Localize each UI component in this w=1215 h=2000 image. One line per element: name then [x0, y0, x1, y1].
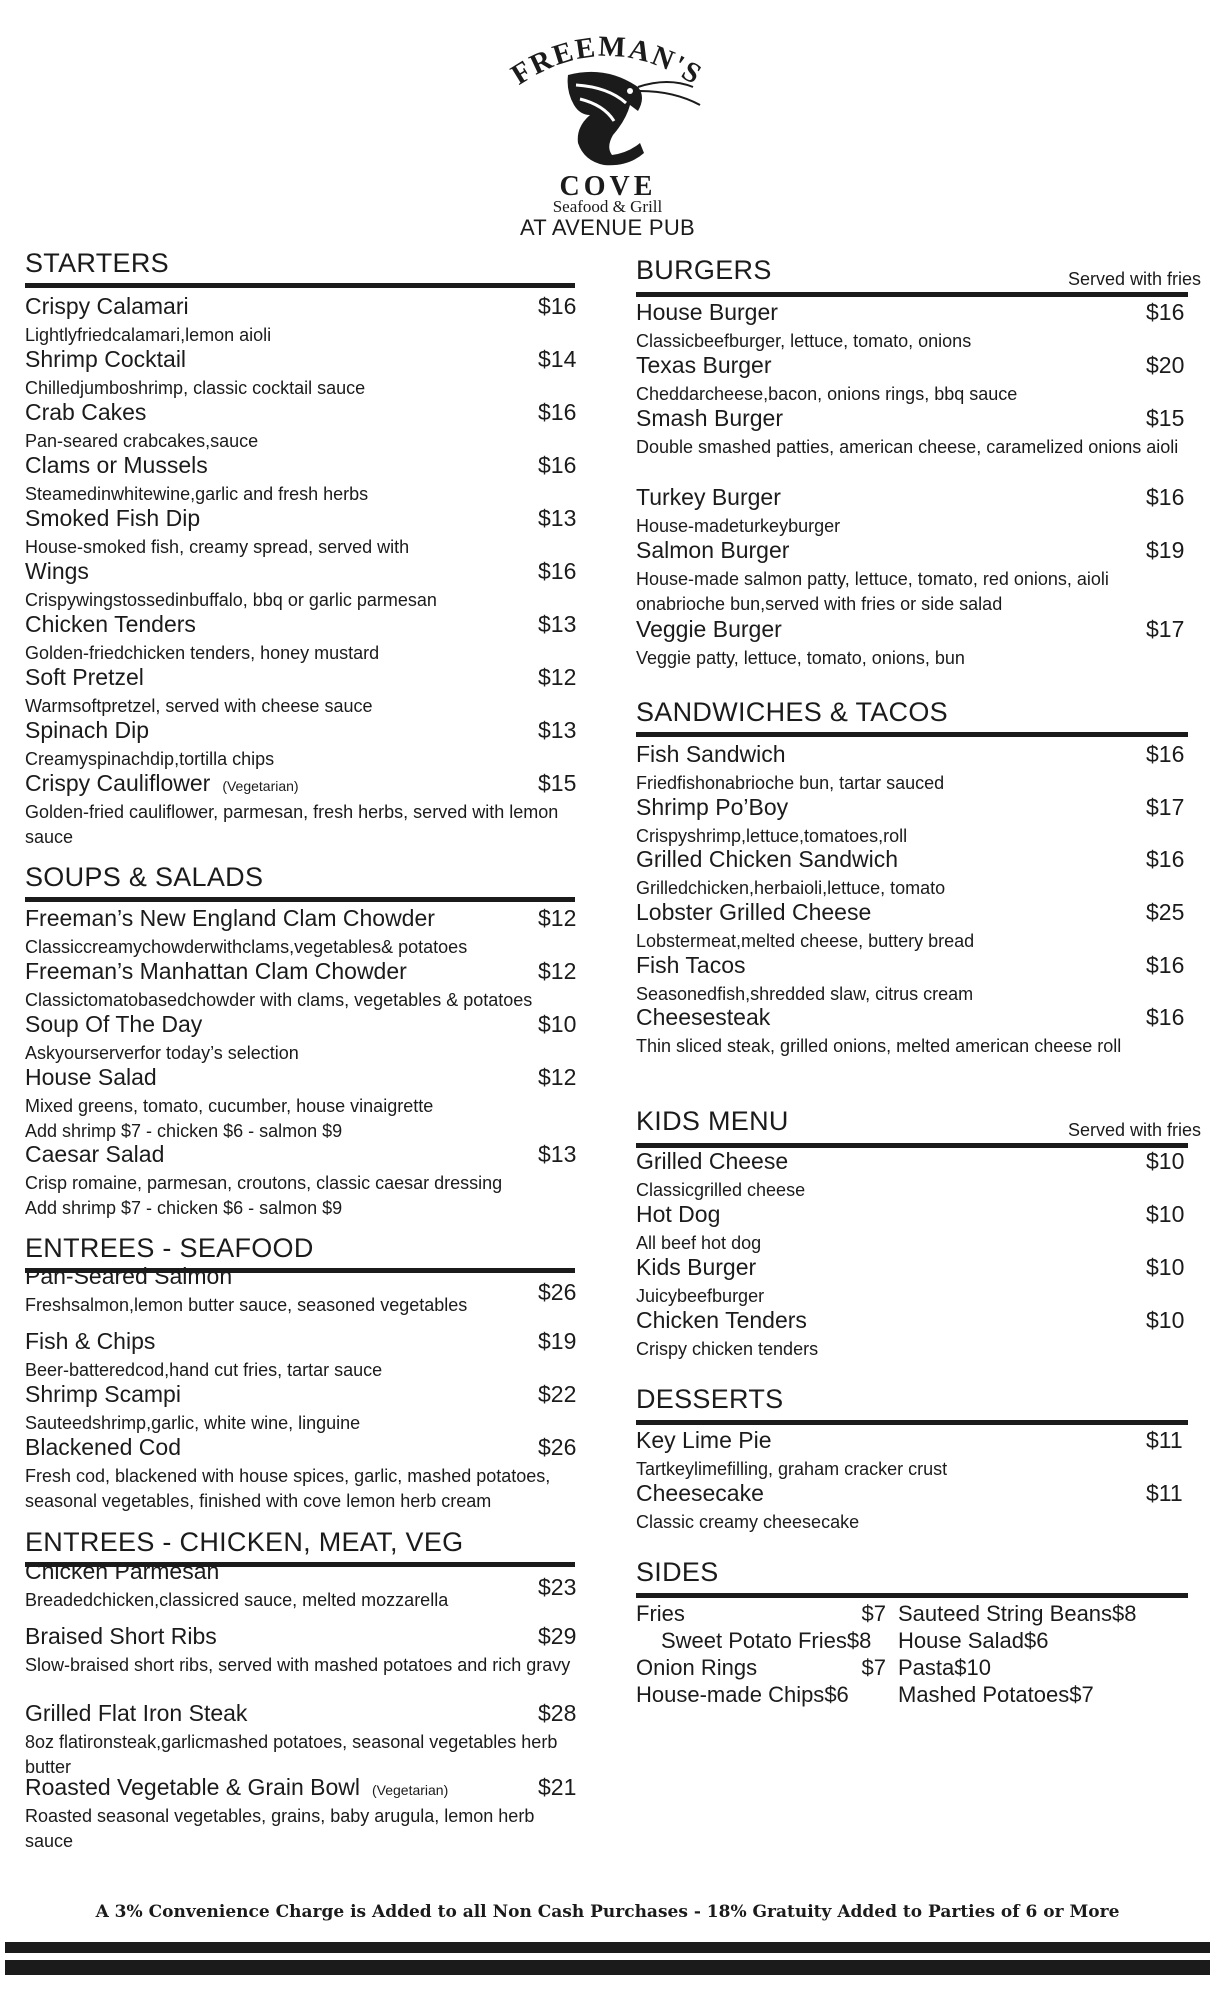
item-name-text: Crab Cakes [25, 399, 147, 425]
item-name-text: Hot Dog [636, 1201, 721, 1227]
side-item[interactable] [898, 1601, 1137, 1627]
item-description: Seasonedfish,shredded slaw, citrus cream [636, 984, 974, 1004]
item-name-text: Smash Burger [636, 405, 784, 431]
item-price: $16 [1146, 846, 1185, 872]
section-title: ENTREES - CHICKEN, MEAT, VEG [25, 1527, 464, 1557]
item-name [25, 1263, 575, 1290]
item-name-text: Smoked Fish Dip [25, 505, 201, 531]
side-price: $7 [1069, 1682, 1094, 1707]
menu-item[interactable] [25, 1381, 575, 1436]
item-name-text: Braised Short Ribs [25, 1623, 217, 1649]
section-title: SIDES [636, 1557, 719, 1587]
item-price: $10 [538, 1011, 577, 1037]
item-name-text: Shrimp Po’Boy [636, 794, 789, 820]
item-name [25, 1064, 575, 1091]
menu-item[interactable] [25, 1774, 575, 1854]
item-name [25, 505, 575, 532]
menu-item[interactable] [636, 1427, 1201, 1482]
item-name [636, 1480, 1201, 1507]
item-name-text: Shrimp Scampi [25, 1381, 181, 1407]
item-price: $16 [538, 293, 577, 319]
item-name-text: Veggie Burger [636, 616, 782, 642]
menu-item[interactable] [25, 958, 575, 1013]
item-description: Juicybeefburger [636, 1286, 765, 1306]
item-name [25, 1141, 575, 1168]
side-price: $6 [824, 1682, 849, 1707]
item-name-text: Soup Of The Day [25, 1011, 203, 1037]
item-name-text: Grilled Cheese [636, 1148, 789, 1174]
item-name-text: Spinach Dip [25, 717, 150, 743]
item-price: $12 [538, 958, 577, 984]
menu-item[interactable] [636, 1004, 1201, 1059]
item-name-text: Key Lime Pie [636, 1427, 772, 1453]
item-price: $12 [538, 905, 577, 931]
item-price: $16 [1146, 299, 1185, 325]
menu-item[interactable] [25, 1434, 575, 1514]
item-description: Warmsoftpretzel, served with cheese sauce [25, 696, 373, 716]
item-name [636, 1201, 1201, 1228]
item-name [636, 405, 1201, 432]
item-name-text: Roasted Vegetable & Grain Bowl [25, 1774, 360, 1800]
item-name-text: Cheesecake [636, 1480, 764, 1506]
item-name-text: Shrimp Cocktail [25, 346, 187, 372]
item-price: $11 [1146, 1480, 1183, 1506]
item-description: Steamedinwhitewine,garlic and fresh herbs [25, 484, 369, 504]
item-name [636, 741, 1201, 768]
item-name [636, 899, 1201, 926]
item-description: Sauteedshrimp,garlic, white wine, linguine [25, 1413, 361, 1433]
item-name [25, 399, 575, 426]
item-price: $16 [538, 452, 577, 478]
side-name: Sweet Potato Fries [661, 1628, 847, 1653]
menu-item[interactable] [636, 952, 1201, 1007]
menu-item[interactable] [636, 1254, 1201, 1309]
item-description: Golden-friedchicken tenders, honey mustard [25, 643, 380, 663]
item-name-text: Fish & Chips [25, 1328, 156, 1354]
item-name-text: House Salad [25, 1064, 157, 1090]
menu-item[interactable] [25, 717, 575, 772]
item-name-text: Lobster Grilled Cheese [636, 899, 872, 925]
item-description: Breadedchicken,classicred sauce, melted mozzarella [25, 1590, 449, 1610]
item-name-text: Chicken Tenders [636, 1307, 807, 1333]
side-name: Mashed Potatoes [898, 1682, 1070, 1707]
brand-top-text: FREEMAN'S [505, 30, 708, 92]
section-divider [636, 1420, 1188, 1425]
item-name [636, 537, 1201, 564]
item-price: $17 [1146, 616, 1185, 642]
menu-item[interactable] [25, 558, 575, 613]
section-title: SOUPS & SALADS [25, 862, 264, 892]
item-name-text: Texas Burger [636, 352, 772, 378]
item-price: $14 [538, 346, 577, 372]
restaurant-logo [0, 25, 1215, 235]
item-description: Grilledchicken,herbaioli,lettuce, tomato [636, 878, 946, 898]
item-name [636, 1004, 1201, 1031]
item-name-text: House Burger [636, 299, 778, 325]
item-name [636, 484, 1201, 511]
side-item[interactable] [636, 1655, 886, 1681]
shrimp-logo-icon [488, 25, 728, 205]
item-name [636, 1307, 1201, 1334]
item-description: Golden-fried cauliflower, parmesan, fresh herbs, served with lemon sauce [25, 802, 559, 847]
item-name [25, 770, 575, 797]
menu-item[interactable] [25, 399, 575, 454]
side-item[interactable] [898, 1655, 991, 1681]
menu-item[interactable] [636, 484, 1201, 539]
side-price: $7 [861, 1601, 886, 1626]
item-price: $29 [538, 1623, 577, 1649]
item-description: Double smashed patties, american cheese, caramelized onions aioli [636, 437, 1179, 457]
item-name [25, 1434, 575, 1461]
item-description: Classicgrilled cheese [636, 1180, 806, 1200]
item-description: Cheddarcheese,bacon, onions rings, bbq sauce [636, 384, 1018, 404]
item-name [25, 1381, 575, 1408]
item-description: Roasted seasonal vegetables, grains, baby arugula, lemon herb sauce [25, 1806, 535, 1851]
item-description: All beef hot dog [636, 1233, 762, 1253]
side-price: $8 [1112, 1601, 1137, 1626]
menu-item[interactable] [25, 1011, 575, 1066]
item-name [636, 299, 1201, 326]
menu-item[interactable] [25, 1064, 575, 1144]
item-price: $15 [1146, 405, 1185, 431]
item-tag: (Vegetarian) [222, 778, 299, 794]
brand-bottom-text: COVE [559, 171, 656, 202]
item-price: $12 [538, 664, 577, 690]
item-name [636, 1254, 1201, 1281]
item-name [25, 1623, 575, 1650]
item-name-text: Freeman’s New England Clam Chowder [25, 905, 435, 931]
item-name-text: Crispy Calamari [25, 293, 189, 319]
item-name [25, 452, 575, 479]
item-description: Fresh cod, blackened with house spices, garlic, mashed potatoes, seasonal vegetables, finished with cove lemon herb cream [25, 1466, 551, 1511]
side-item[interactable] [898, 1628, 1048, 1654]
menu-item[interactable] [636, 846, 1201, 901]
menu-item[interactable] [636, 299, 1201, 354]
item-description: Crisp romaine, parmesan, croutons, classic caesar dressing [25, 1173, 503, 1193]
item-name [25, 1774, 575, 1801]
item-name [636, 1427, 1201, 1454]
item-tag: (Vegetarian) [371, 1782, 449, 1798]
item-price: $10 [1146, 1307, 1185, 1333]
item-name-text: Soft Pretzel [25, 664, 144, 690]
item-description: Crispy chicken tenders [636, 1339, 819, 1359]
menu-item[interactable] [25, 1700, 575, 1780]
item-name [636, 616, 1201, 643]
item-name-text: Fish Tacos [636, 952, 746, 978]
item-price: $10 [1146, 1148, 1185, 1174]
menu-item[interactable] [25, 293, 575, 348]
side-name: Sauteed String Beans [898, 1601, 1113, 1626]
side-price: $6 [1023, 1628, 1049, 1653]
item-price: $13 [538, 611, 577, 637]
item-name [25, 958, 575, 985]
section-title: KIDS MENU [636, 1106, 789, 1136]
item-description: Chilledjumboshrimp, classic cocktail sauce [25, 378, 366, 398]
menu-item[interactable] [636, 352, 1201, 407]
item-name [25, 1700, 575, 1727]
section-divider [636, 732, 1188, 737]
section-title: STARTERS [25, 248, 169, 278]
side-price: $7 [861, 1655, 886, 1680]
item-price: $20 [1146, 352, 1185, 378]
item-price: $19 [1146, 537, 1185, 563]
item-name [636, 846, 1201, 873]
item-description: Veggie patty, lettuce, tomato, onions, bun [636, 648, 965, 668]
item-description: Mixed greens, tomato, cucumber, house vinaigrette [25, 1096, 434, 1116]
item-price: $16 [1146, 741, 1185, 767]
side-item[interactable] [898, 1682, 1094, 1708]
section-note: Served with fries [1067, 269, 1201, 289]
item-price: $16 [1146, 1004, 1185, 1030]
section-divider [636, 1593, 1188, 1598]
item-description: Beer-batteredcod,hand cut fries, tartar sauce [25, 1360, 383, 1380]
item-name-text: Caesar Salad [25, 1141, 165, 1167]
item-description: Askyourserverfor today’s selection [25, 1043, 299, 1063]
item-name-text: Pan-Seared Salmon [25, 1263, 233, 1289]
item-price: $16 [538, 399, 577, 425]
menu-item[interactable] [636, 1201, 1201, 1256]
item-addons: Add shrimp $7 - chicken $6 - salmon $9 [25, 1198, 343, 1218]
footer-note: A 3% Convenience Charge is Added to all Non Cash Purchases - 18% Gratuity Added to Parties of 6 or More [95, 1902, 1120, 1922]
item-price: $10 [1146, 1201, 1185, 1227]
item-name [25, 1011, 575, 1038]
menu-item[interactable] [636, 405, 1201, 460]
item-name [25, 346, 575, 373]
item-name-text: Freeman’s Manhattan Clam Chowder [25, 958, 407, 984]
item-price: $26 [538, 1434, 577, 1460]
item-name-text: Blackened Cod [25, 1434, 181, 1460]
item-name-text: Cheesesteak [636, 1004, 771, 1030]
menu-item[interactable] [636, 1307, 1201, 1362]
section-note: Served with fries [1067, 1120, 1201, 1140]
item-description: Friedfishonabrioche bun, tartar sauced [636, 773, 945, 793]
item-description: Slow-braised short ribs, served with mashed potatoes and rich gravy [25, 1655, 571, 1675]
item-name [25, 717, 575, 744]
menu-item[interactable] [636, 794, 1201, 849]
side-item[interactable] [636, 1682, 886, 1708]
menu-item[interactable] [636, 1480, 1201, 1535]
item-name-text: Chicken Tenders [25, 611, 196, 637]
menu-item[interactable] [25, 905, 575, 960]
item-price: $13 [538, 717, 577, 743]
item-name-text: Crispy Cauliflower [25, 770, 211, 796]
item-description: House-made salmon patty, lettuce, tomato, red onions, aioli onabrioche bun,served with fries or side salad [636, 569, 1109, 614]
item-description: Freshsalmon,lemon butter sauce, seasoned vegetables [25, 1295, 468, 1315]
item-name-text: Wings [25, 558, 89, 584]
item-price: $15 [538, 770, 577, 796]
item-price: $16 [1146, 952, 1185, 978]
menu-item[interactable] [25, 1141, 575, 1221]
side-name: House Salad [898, 1628, 1024, 1653]
menu-item[interactable] [25, 1623, 575, 1678]
side-item[interactable] [661, 1628, 886, 1654]
item-price: $16 [1146, 484, 1185, 510]
item-description: Pan-seared crabcakes,sauce [25, 431, 259, 451]
item-price: $11 [1146, 1427, 1183, 1453]
item-name [636, 794, 1201, 821]
side-name: Pasta [898, 1655, 955, 1680]
item-name-text: Clams or Mussels [25, 452, 208, 478]
section-title: BURGERS [636, 255, 772, 285]
menu-item[interactable] [636, 899, 1201, 954]
item-name [636, 952, 1201, 979]
menu-item[interactable] [25, 1263, 575, 1318]
item-price: $13 [538, 1141, 577, 1167]
item-name [636, 352, 1201, 379]
footer-bar-top [5, 1942, 1210, 1953]
item-price: $25 [1146, 899, 1185, 925]
section-title: DESSERTS [636, 1384, 784, 1414]
item-name-text: Fish Sandwich [636, 741, 786, 767]
item-description: Lobstermeat,melted cheese, buttery bread [636, 931, 975, 951]
section-divider [636, 292, 1188, 297]
item-name-text: Grilled Flat Iron Steak [25, 1700, 248, 1726]
item-name [25, 558, 575, 585]
item-name-text: Chicken Parmesan [25, 1558, 220, 1584]
menu-item[interactable] [636, 1148, 1201, 1203]
section-divider [25, 283, 575, 288]
item-description: House-smoked fish, creamy spread, served with [25, 537, 410, 557]
item-price: $19 [538, 1328, 577, 1354]
item-description: Classic creamy cheesecake [636, 1512, 860, 1532]
side-name: House-made Chips [636, 1682, 825, 1707]
menu-item[interactable] [636, 741, 1201, 796]
item-name [25, 905, 575, 932]
item-description: 8oz flatironsteak,garlicmashed potatoes, seasonal vegetables herb butter [25, 1732, 558, 1777]
item-description: Crispyshrimp,lettuce,tomatoes,roll [636, 826, 908, 846]
item-price: $21 [538, 1774, 577, 1800]
location-label: AT AVENUE PUB [519, 215, 696, 240]
menu-item[interactable] [25, 346, 575, 401]
menu-item[interactable] [636, 537, 1201, 617]
item-price: $12 [538, 1064, 577, 1090]
item-name [25, 1558, 575, 1585]
footer-bar-bottom [5, 1960, 1210, 1975]
item-name [25, 1328, 575, 1355]
item-description: Crispywingstossedinbuffalo, bbq or garlic parmesan [25, 590, 437, 610]
item-price: $26 [538, 1279, 577, 1305]
brand-subtitle: Seafood & Grill [552, 197, 663, 216]
item-description: Thin sliced steak, grilled onions, melted american cheese roll [636, 1036, 1122, 1056]
item-price: $16 [538, 558, 577, 584]
item-name [25, 293, 575, 320]
item-name [25, 664, 575, 691]
item-name-text: Turkey Burger [636, 484, 781, 510]
item-price: $22 [538, 1381, 577, 1407]
item-price: $23 [538, 1574, 577, 1600]
menu-item[interactable] [25, 1328, 575, 1383]
item-description: House-madeturkeyburger [636, 516, 841, 536]
menu-item[interactable] [25, 452, 575, 507]
menu-item[interactable] [25, 770, 575, 850]
item-name-text: Salmon Burger [636, 537, 790, 563]
item-description: Tartkeylimefilling, graham cracker crust [636, 1459, 948, 1479]
menu-item[interactable] [636, 616, 1201, 671]
item-name-text: Grilled Chicken Sandwich [636, 846, 899, 872]
item-description: Classicbeefburger, lettuce, tomato, onions [636, 331, 972, 351]
item-description: Classictomatobasedchowder with clams, vegetables & potatoes [25, 990, 533, 1010]
menu-item[interactable] [25, 611, 575, 666]
item-price: $13 [538, 505, 577, 531]
side-item[interactable] [636, 1601, 886, 1627]
item-description: Classiccreamychowderwithclams,vegetables& potatoes [25, 937, 468, 957]
item-name [636, 1148, 1201, 1175]
side-name: Onion Rings [636, 1655, 758, 1680]
side-name: Fries [636, 1601, 685, 1626]
item-price: $17 [1146, 794, 1185, 820]
item-addons: Add shrimp $7 - chicken $6 - salmon $9 [25, 1121, 343, 1141]
item-name [25, 611, 575, 638]
section-divider [25, 897, 575, 902]
item-name-text: Kids Burger [636, 1254, 757, 1280]
menu-item[interactable] [25, 505, 575, 560]
item-description: Lightlyfriedcalamari,lemon aioli [25, 325, 272, 345]
item-description: Creamyspinachdip,tortilla chips [25, 749, 275, 769]
side-price: $10 [954, 1655, 991, 1680]
section-title: ENTREES - SEAFOOD [25, 1233, 314, 1263]
item-price: $10 [1146, 1254, 1185, 1280]
menu-item[interactable] [25, 664, 575, 719]
side-price: $8 [846, 1628, 872, 1653]
section-title: SANDWICHES & TACOS [636, 697, 948, 727]
menu-item[interactable] [25, 1558, 575, 1613]
item-price: $28 [538, 1700, 577, 1726]
